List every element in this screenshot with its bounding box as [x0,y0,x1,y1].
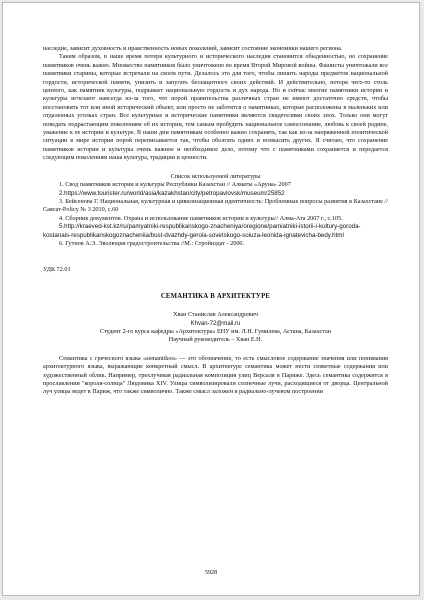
author-email: Khvan-72@mail.ru [190,320,241,327]
reference-item: 6. Гутнов А.Э. Эволюция градостроительства //М.: Стройиздат - 2000. [59,239,245,247]
reference-item: 5.http://kraeved-kst.kz/ru/pamyatniki-respublikanskogo-znacheniya/oregione/pamiatniki-istorii-i-kultury-goroda-kostanais-respublikanskogoznacheniia/bust-dvazhdy-geroia-sovetskogo-soiuza-leonida-ignatevicha-bedy.html [43,223,361,239]
paragraph-conclusion: Таким образом, в наше время потеря культурного и исторического наследия становится обыденностью, но сохранение памятников очень важно. Множество памятников было уничтожено во время Второй Мировой войны. Фашисты уничтожали все памятники старины, которые встречали на своем пути. Делалось это для того, чтобы лишить народы предметов национальной гордости, исторической памяти, унизить и запугать беззащитного своих действий. И действительно, потеря чего-то столь ценного, как памятник культуры, подрывает национальную гордость и дух народа. Но и сейчас многие памятники истории и культуры исчезают навсегда из-за того, что порой правительства различных стран не имеют достаточно средств, чтобы восстановить тот или иной исторический объект, или просто не заботятся о памятниках, которые расположены в маленьких или отдаленных уголках стран. Все культурные и исторические памятники являются свидетелями своих эпох. Только они могут поведать подрастающим поколениям об их истории, тем самым пробудить национальное самосознание, любовь к своей родине, уважение к ее истории и культуре. В наши дни памятникам особенно важно сохранять, так как из-за напряженной политической ситуации в мире история порой переписывается так, чтобы оболгать одних и возвысить других. Я считаю, что сохранение памятников истории и культуры очень важное и необходимое дело, потому что с памятниками сохраняется и передается следующим поколениям наша культура, традиции и ценности. [43,53,388,162]
udk-code: УДК 72.01 [43,266,71,274]
article-paragraph: Семантика с греческого языка «semantikos» — это обозначение, то есть смысловое содержание значения или понимания архитектурного языка, выражающие конкретный смысл. В архитектуре семантика может нести сюжетные содержания или художественный облик. Например, трехлучевая радиальная композиция улиц Версаля в Париже. Здесь семантика содержится в прославлении "короля-солнца" Людовика XIV. Улицы символизировали солнечные лучи, расходящиеся от дворца. Центральной луч улицы ведет в Париж, что также символично. Также смысл заложен в радиально-лучевом построении [43,354,388,396]
page-number: 5928 [204,569,218,576]
article-title: СЕМАНТИКА В АРХИТЕКТУРЕ [160,292,271,300]
author-affiliation: Студент 2-го курса кафедры «Архитектура» ЕНУ им. Л.Н. Гумилева, Астана, Казахстан [99,327,332,335]
reference-item: 2.https://www.tourister.ru/world/asia/kazakhstan/city/petropavlovsk/museum/25852 [59,189,285,197]
reference-item: 1. Свод памятников истории и культуры Республики Казахстан // Алматы «Аруна» 2007 [59,181,291,189]
reference-item: 3. Бейсенова Г. Национальная, культурная и цивилизационная идентичность: Проблемные вопросы развития в Казахстане // Саясат-Policy № 3 2010, с.60 [43,197,388,214]
paragraph-continuation: наследие, зависит духовность и нравственность новых поколений, зависит состояние экономики нашего региона. [43,45,343,52]
author-name: Хван Станислав Александрович [173,311,258,319]
page-content [43,45,388,397]
references-heading: Список используемой литературы [170,172,261,180]
document-page [2,2,420,596]
reference-item: 4. Сборник документов. Охрана и использование памятников истории и культуры// Алма-Ата 2007 г., с.105. [59,214,343,222]
supervisor: Научный руководитель – Хван Е.Н. [168,336,263,344]
